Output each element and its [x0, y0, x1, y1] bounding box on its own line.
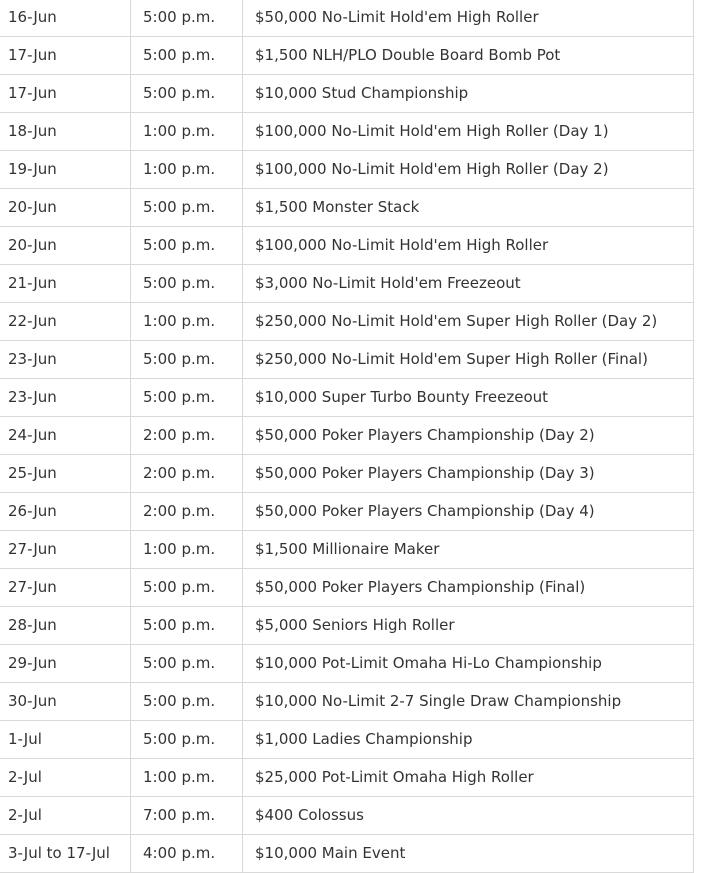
event-cell: $1,000 Ladies Championship [243, 721, 694, 759]
date-cell: 21-Jun [0, 265, 131, 303]
time-cell: 5:00 p.m. [131, 721, 243, 759]
table-row [0, 113, 694, 151]
date-cell: 23-Jun [0, 379, 131, 417]
date-cell: 2-Jul [0, 759, 131, 797]
event-cell: $1,500 NLH/PLO Double Board Bomb Pot [243, 37, 694, 75]
time-cell: 7:00 p.m. [131, 797, 243, 835]
event-cell: $100,000 No-Limit Hold'em High Roller (Day 1) [243, 113, 694, 151]
table-row [0, 683, 694, 721]
event-cell: $250,000 No-Limit Hold'em Super High Roller (Day 2) [243, 303, 694, 341]
date-cell: 17-Jun [0, 75, 131, 113]
date-cell: 19-Jun [0, 151, 131, 189]
table-row [0, 379, 694, 417]
table-row [0, 417, 694, 455]
time-cell: 1:00 p.m. [131, 113, 243, 151]
event-cell: $3,000 No-Limit Hold'em Freezeout [243, 265, 694, 303]
event-cell: $100,000 No-Limit Hold'em High Roller [243, 227, 694, 265]
event-cell: $250,000 No-Limit Hold'em Super High Roller (Final) [243, 341, 694, 379]
date-cell: 27-Jun [0, 569, 131, 607]
table-row [0, 227, 694, 265]
table-row [0, 265, 694, 303]
event-cell: $50,000 Poker Players Championship (Day 3) [243, 455, 694, 493]
time-cell: 5:00 p.m. [131, 0, 243, 37]
time-cell: 2:00 p.m. [131, 417, 243, 455]
date-cell: 28-Jun [0, 607, 131, 645]
date-cell: 23-Jun [0, 341, 131, 379]
time-cell: 2:00 p.m. [131, 493, 243, 531]
event-cell: $25,000 Pot-Limit Omaha High Roller [243, 759, 694, 797]
table-row [0, 189, 694, 227]
table-row [0, 531, 694, 569]
date-cell: 3-Jul to 17-Jul [0, 835, 131, 873]
table-row [0, 341, 694, 379]
time-cell: 5:00 p.m. [131, 75, 243, 113]
event-cell: $50,000 Poker Players Championship (Day 4) [243, 493, 694, 531]
time-cell: 2:00 p.m. [131, 455, 243, 493]
date-cell: 20-Jun [0, 189, 131, 227]
table-row [0, 759, 694, 797]
date-cell: 18-Jun [0, 113, 131, 151]
event-cell: $400 Colossus [243, 797, 694, 835]
date-cell: 16-Jun [0, 0, 131, 37]
table-row [0, 607, 694, 645]
date-cell: 27-Jun [0, 531, 131, 569]
date-cell: 25-Jun [0, 455, 131, 493]
time-cell: 1:00 p.m. [131, 759, 243, 797]
date-cell: 17-Jun [0, 37, 131, 75]
table-row [0, 797, 694, 835]
table-row [0, 303, 694, 341]
date-cell: 22-Jun [0, 303, 131, 341]
event-cell: $1,500 Monster Stack [243, 189, 694, 227]
time-cell: 5:00 p.m. [131, 683, 243, 721]
event-cell: $10,000 Pot-Limit Omaha Hi-Lo Championship [243, 645, 694, 683]
date-cell: 26-Jun [0, 493, 131, 531]
event-cell: $5,000 Seniors High Roller [243, 607, 694, 645]
event-cell: $50,000 Poker Players Championship (Final) [243, 569, 694, 607]
date-cell: 1-Jul [0, 721, 131, 759]
event-cell: $50,000 Poker Players Championship (Day 2) [243, 417, 694, 455]
table-row [0, 835, 694, 873]
event-cell: $10,000 No-Limit 2-7 Single Draw Championship [243, 683, 694, 721]
time-cell: 5:00 p.m. [131, 379, 243, 417]
event-cell: $10,000 Main Event [243, 835, 694, 873]
time-cell: 5:00 p.m. [131, 227, 243, 265]
table-row [0, 721, 694, 759]
time-cell: 4:00 p.m. [131, 835, 243, 873]
table-row [0, 569, 694, 607]
time-cell: 5:00 p.m. [131, 189, 243, 227]
date-cell: 20-Jun [0, 227, 131, 265]
time-cell: 1:00 p.m. [131, 531, 243, 569]
date-cell: 2-Jul [0, 797, 131, 835]
time-cell: 5:00 p.m. [131, 265, 243, 303]
table-row [0, 455, 694, 493]
event-cell: $50,000 No-Limit Hold'em High Roller [243, 0, 694, 37]
time-cell: 5:00 p.m. [131, 569, 243, 607]
event-cell: $10,000 Super Turbo Bounty Freezeout [243, 379, 694, 417]
table-row [0, 37, 694, 75]
date-cell: 30-Jun [0, 683, 131, 721]
table-row [0, 75, 694, 113]
table-row [0, 493, 694, 531]
time-cell: 5:00 p.m. [131, 645, 243, 683]
time-cell: 5:00 p.m. [131, 37, 243, 75]
event-cell: $1,500 Millionaire Maker [243, 531, 694, 569]
time-cell: 1:00 p.m. [131, 303, 243, 341]
date-cell: 29-Jun [0, 645, 131, 683]
table-row [0, 151, 694, 189]
time-cell: 5:00 p.m. [131, 341, 243, 379]
table-row [0, 0, 694, 37]
time-cell: 5:00 p.m. [131, 607, 243, 645]
table-row [0, 645, 694, 683]
event-cell: $10,000 Stud Championship [243, 75, 694, 113]
time-cell: 1:00 p.m. [131, 151, 243, 189]
date-cell: 24-Jun [0, 417, 131, 455]
event-cell: $100,000 No-Limit Hold'em High Roller (Day 2) [243, 151, 694, 189]
